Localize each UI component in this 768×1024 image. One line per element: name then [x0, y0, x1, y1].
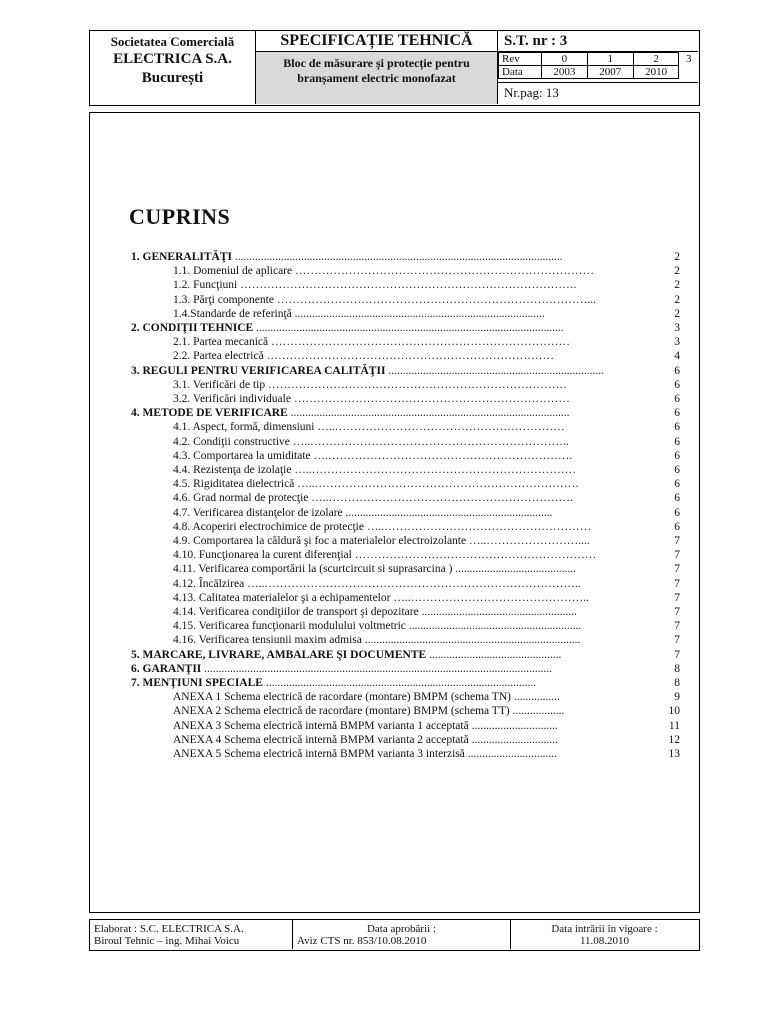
- toc-entry: [0, 335, 768, 349]
- toc-entry-text: [131, 406, 634, 420]
- toc-entry-label: ANEXA 5 Schema electrică internă BMPM varianta 3 interzisă: [173, 748, 465, 760]
- toc-entry-page: 6: [674, 449, 680, 462]
- toc-entry-label: 3.2. Verificări individuale: [173, 393, 291, 405]
- toc-entry: [0, 548, 768, 562]
- toc-entry-leader: …..…………………………………………………………..: [292, 435, 569, 448]
- toc-entry: [0, 690, 768, 704]
- toc-entry-leader: .........................................................................................................................: [204, 662, 553, 675]
- toc-entry: [0, 392, 768, 406]
- toc-entry: [0, 733, 768, 747]
- toc-entry-label: 4.1. Aspect, formă, dimensiuni: [173, 421, 315, 434]
- toc-entry-page: 2: [674, 307, 680, 320]
- toc-entry-page: 6: [674, 492, 680, 505]
- toc-entry-label: 2. CONDIŢII TEHNICE: [131, 322, 254, 334]
- toc-entry-text: [173, 562, 634, 576]
- toc-entry: [0, 349, 768, 363]
- toc-entry-leader: ………………………………………………………………………...: [276, 293, 596, 306]
- toc-entry-leader: ……………………………………………………………………: [295, 265, 594, 278]
- toc-entry-leader: ..............................................: [429, 648, 562, 661]
- toc-entry-page: 6: [674, 421, 680, 434]
- toc-entry: [0, 463, 768, 477]
- footer-effective: [511, 920, 698, 949]
- toc-entry-leader: …..……………………....: [469, 535, 590, 547]
- toc-entry-leader: …..………………………………………..: [393, 591, 589, 604]
- toc-entry-page: 6: [674, 478, 680, 491]
- toc-entry-page: 4: [674, 350, 680, 363]
- toc-entry-leader: …..………………………………………………………………………..: [247, 577, 581, 590]
- toc-entry-label: 1.3. Părţi componente: [173, 293, 274, 306]
- toc-entry-text: [173, 520, 634, 534]
- toc-entry: [0, 420, 768, 434]
- page-title: CUPRINS: [129, 204, 231, 229]
- toc-entry-page: 6: [674, 435, 680, 448]
- toc-entry-leader: ................: [513, 691, 560, 704]
- company-line-2: ELECTRICA S.A.: [113, 51, 232, 67]
- toc-entry-text: [173, 577, 634, 591]
- company-line-3: București: [141, 70, 204, 86]
- toc-entry-label: ANEXA 4 Schema electrică internă BMPM varianta 2 acceptată: [173, 733, 469, 746]
- toc-entry-leader: ...........................................................................: [364, 634, 581, 647]
- toc-entry-page: 7: [674, 577, 680, 590]
- toc-entry-label: 4.15. Verificarea funcţionarii modulului voltmetric: [173, 620, 406, 633]
- toc-entry-label: 1.4.Standarde de referinţă: [173, 307, 292, 320]
- toc-entry-page: 6: [674, 364, 680, 377]
- toc-entry: [0, 633, 768, 647]
- toc-entry-page: 6: [674, 506, 680, 519]
- toc-entry: [0, 293, 768, 307]
- toc-entry-text: [173, 719, 634, 733]
- toc-entry-leader: …..……………………………………………………….: [311, 492, 573, 505]
- toc-entry-text: [173, 619, 634, 633]
- toc-entry-label: 4. METODE DE VERIFICARE: [131, 407, 288, 420]
- toc-entry-page: 2: [674, 265, 680, 278]
- toc-entry-leader: ......................................................: [421, 606, 577, 618]
- toc-entry-page: 7: [674, 620, 680, 633]
- toc-entry-leader: ………………………………………………………………: [293, 393, 570, 405]
- footer-approval: [293, 920, 511, 949]
- toc-entry-page: 7: [674, 648, 680, 661]
- toc-entry-text: [173, 349, 634, 363]
- toc-entry-page: 6: [674, 520, 680, 533]
- toc-entry: [0, 250, 768, 264]
- toc-entry-leader: …..……………………………………………………………: [294, 464, 577, 476]
- toc-entry-text: [131, 250, 634, 264]
- toc-entry-text: [131, 662, 634, 676]
- toc-entry: [0, 491, 768, 505]
- st-number: S.T. nr : 3: [498, 31, 698, 52]
- toc-entry-leader: .................................................................................................: [290, 407, 570, 420]
- toc-entry-leader: ………………………………………………………: [354, 549, 597, 562]
- toc-entry-text: [173, 278, 634, 292]
- toc-entry-leader: …..……………………………………………………………: [297, 478, 579, 491]
- toc-entry-page: 7: [674, 549, 680, 562]
- rev-cell: 3: [679, 53, 698, 66]
- page-count: Nr.pag: 13: [498, 82, 698, 104]
- toc-entry-leader: ..............................: [471, 719, 558, 732]
- toc-entry-page: 2: [674, 251, 680, 263]
- toc-entry-leader: ..............................: [471, 733, 558, 746]
- toc-entry: [0, 719, 768, 733]
- toc-entry-leader: ..................................................................................................................: [234, 251, 563, 263]
- toc-entry-leader: …..………………………………………………: [366, 520, 592, 533]
- toc-entry-text: [173, 548, 634, 562]
- toc-entry-leader: ……………………………………………………………………: [271, 336, 571, 349]
- toc-entry: [0, 506, 768, 520]
- doc-subject-line-1: Bloc de măsurare și protecție pentru: [283, 56, 470, 70]
- toc-entry: [0, 619, 768, 633]
- toc-entry-page: 7: [674, 535, 680, 547]
- rev-cell: 1: [587, 53, 633, 66]
- data-label: Data: [499, 66, 542, 79]
- toc-entry-label: 2.2. Partea electrică: [173, 350, 264, 363]
- toc-entry: [0, 264, 768, 278]
- date-cell: 2007: [587, 66, 633, 79]
- date-cell: 2010: [633, 66, 679, 79]
- toc-entry: [0, 577, 768, 591]
- toc-entry-page: 6: [674, 464, 680, 476]
- toc-entry-text: [173, 633, 634, 647]
- toc-entry-label: 4.13. Calitatea materialelor şi a echipamentelor: [173, 591, 391, 604]
- doc-subject: [256, 52, 498, 104]
- toc-entry-text: [173, 491, 634, 505]
- toc-entry-label: 3.1. Verificări de tip: [173, 378, 266, 391]
- toc-entry-page: 8: [674, 677, 680, 689]
- toc-entry-label: 4.4. Rezistenţa de izolaţie: [173, 464, 292, 476]
- toc-entry-page: 11: [668, 719, 680, 732]
- toc-entry-text: [173, 591, 634, 605]
- toc-entry-text: [131, 364, 634, 378]
- toc-entry: [0, 378, 768, 392]
- footer-approval-label: Data aprobării :: [366, 923, 437, 935]
- toc-entry-leader: …………………………………………………………………………….: [240, 279, 577, 292]
- toc-entry: [0, 591, 768, 605]
- toc-entry-text: [173, 534, 634, 548]
- company-line-1: Societatea Comercială: [110, 34, 235, 49]
- toc-entry-text: [131, 321, 634, 335]
- toc-entry-label: 4.16. Verificarea tensiunii maxim admisa: [173, 634, 362, 647]
- toc-entry-leader: ...............................: [467, 748, 557, 760]
- toc-entry-text: [173, 733, 634, 747]
- date-cell: 2003: [542, 66, 588, 79]
- toc-entry: [0, 321, 768, 335]
- footer-effective-label: Data intrării în vigoare :: [551, 923, 658, 935]
- toc-entry: [0, 477, 768, 491]
- toc-entry-text: [173, 747, 634, 761]
- toc-entry-text: [173, 704, 634, 718]
- toc-entry-page: 3: [674, 322, 680, 334]
- toc-entry-leader: ...........................................................................................................: [256, 322, 564, 334]
- rev-cell: 2: [633, 53, 679, 66]
- toc-entry-label: 4.12. Încălzirea: [173, 577, 245, 590]
- toc-entry-page: 3: [674, 336, 680, 349]
- toc-entry-text: [173, 506, 634, 520]
- toc-entry-label: 4.2. Condiţii constructive: [173, 435, 290, 448]
- toc-entry-text: [131, 648, 634, 662]
- toc-entry: [0, 449, 768, 463]
- toc-entry-leader: ..........................................: [455, 563, 577, 576]
- toc-entry-leader: ..................: [512, 705, 565, 718]
- toc-entry-label: 5. MARCARE, LIVRARE, AMBALARE ŞI DOCUMENTE: [131, 648, 427, 661]
- footer-aviz: Aviz CTS nr. 853/10.08.2010: [297, 935, 427, 947]
- toc-entry-label: 1.2. Funcţiuni: [173, 279, 238, 292]
- toc-entry-label: ANEXA 1 Schema electrică de racordare (montare) BMPM (schema TN): [173, 691, 511, 704]
- toc-entry: [0, 364, 768, 378]
- toc-entry-label: 4.11. Verificarea comportării la (scurtcircuit si suprasarcina ): [173, 563, 453, 576]
- toc-entry: [0, 520, 768, 534]
- toc-entry-label: 4.6. Grad normal de protecţie: [173, 492, 309, 505]
- toc-entry: [0, 676, 768, 690]
- toc-entry: [0, 747, 768, 761]
- toc-entry-page: 6: [674, 393, 680, 405]
- toc-entry-text: [173, 335, 634, 349]
- toc-entry-leader: ….……………………………………………………….: [313, 449, 573, 462]
- toc-entry-label: 3. REGULI PENTRU VERIFICAREA CALITĂŢII: [131, 364, 386, 377]
- toc-entry: [0, 662, 768, 676]
- toc-entry-text: [173, 477, 634, 491]
- toc-entry-text: [173, 293, 634, 307]
- document-header: [89, 30, 700, 106]
- toc-entry-page: 13: [668, 748, 680, 760]
- document-footer: [89, 919, 700, 951]
- footer-author: [90, 920, 293, 949]
- toc-entry-page: 12: [668, 733, 680, 746]
- toc-entry-page: 2: [674, 279, 680, 292]
- toc-entry-label: ANEXA 2 Schema electrică de racordare (montare) BMPM (schema TT): [173, 705, 510, 718]
- toc-entry: [0, 534, 768, 548]
- date-cell: [679, 66, 698, 79]
- toc-entry: [0, 648, 768, 662]
- toc-entry: [0, 278, 768, 292]
- toc-entry-text: [173, 605, 634, 619]
- toc-entry-leader: ........................................................................: [345, 506, 553, 519]
- toc-entry-leader: …..……………………………………………………: [317, 421, 565, 434]
- toc-entry-page: 6: [674, 378, 680, 391]
- company-block: [90, 31, 256, 104]
- toc-entry-page: 8: [674, 662, 680, 675]
- toc-entry-leader: ..............................................................................................: [265, 677, 537, 689]
- toc-entry-label: 4.10. Funcţionarea la curent diferenţial: [173, 549, 352, 562]
- toc-entry-label: 2.1. Partea mecanică: [173, 336, 269, 349]
- footer-effective-date: 11.08.2010: [579, 935, 630, 947]
- toc-entry-leader: ……………………………………………………………………: [267, 378, 567, 391]
- toc-entry-page: 6: [674, 407, 680, 420]
- toc-entry-label: 4.14. Verificarea condiţiilor de transport şi depozitare: [173, 606, 419, 618]
- revision-table: [498, 52, 698, 80]
- toc-entry-page: 7: [674, 606, 680, 618]
- toc-entry-label: 4.3. Comportarea la umiditate: [173, 449, 311, 462]
- toc-entry-leader: ............................................................: [408, 620, 582, 633]
- toc-entry: [0, 704, 768, 718]
- rev-cell: 0: [542, 53, 588, 66]
- toc-entry-label: 4.8. Acoperiri electrochimice de protecţie: [173, 520, 364, 533]
- toc-entry-label: 6. GARANŢII: [131, 662, 202, 675]
- toc-entry-text: [173, 463, 634, 477]
- toc-entry: [0, 605, 768, 619]
- toc-entry-leader: .......................................................................................: [294, 307, 545, 320]
- toc-entry-label: 4.9. Comportarea la căldură şi foc a materialelor electroizolante: [173, 535, 467, 547]
- toc-entry-label: 1.1. Domeniul de aplicare: [173, 265, 293, 278]
- rev-label: Rev: [499, 53, 542, 66]
- toc-entry-text: [173, 307, 634, 321]
- toc-entry-label: 1. GENERALITĂŢI: [131, 251, 232, 263]
- toc-entry: [0, 562, 768, 576]
- toc-entry-page: 9: [674, 691, 680, 704]
- toc-entry-label: 4.5. Rigiditatea dielectrică: [173, 478, 295, 491]
- toc-entry: [0, 307, 768, 321]
- toc-entry-text: [173, 378, 634, 392]
- footer-elaborat: Elaborat : S.C. ELECTRICA S.A.: [94, 923, 244, 935]
- toc-entry-leader: …………………………………………………………………: [266, 350, 555, 363]
- toc-entry-text: [173, 435, 634, 449]
- footer-birou: Biroul Tehnic – ing. Mihai Voicu: [94, 935, 240, 947]
- toc-entry-page: 7: [674, 634, 680, 647]
- toc-entry-text: [173, 264, 634, 278]
- toc-entry-label: 4.7. Verificarea distanţelor de izolare: [173, 506, 343, 519]
- doc-type: SPECIFICAȚIE TEHNICĂ: [256, 31, 498, 52]
- toc-entry-label: 7. MENŢIUNI SPECIALE: [131, 677, 263, 689]
- toc-entry-text: [173, 690, 634, 704]
- toc-entry-page: 7: [674, 591, 680, 604]
- toc-entry-page: 7: [674, 563, 680, 576]
- toc-entry-text: [173, 392, 634, 406]
- toc-entry: [0, 406, 768, 420]
- toc-entry-text: [173, 449, 634, 463]
- doc-subject-line-2: branșament electric monofazat: [297, 71, 456, 85]
- toc-entry-page: 10: [668, 705, 680, 718]
- toc-entry-leader: ...........................................................................: [388, 364, 604, 377]
- toc-entry-text: [131, 676, 634, 690]
- toc-entry-text: [173, 420, 634, 434]
- toc-entry-page: 2: [674, 293, 680, 306]
- toc-entry: [0, 435, 768, 449]
- toc-entry-label: ANEXA 3 Schema electrică internă BMPM varianta 1 acceptată: [173, 719, 469, 732]
